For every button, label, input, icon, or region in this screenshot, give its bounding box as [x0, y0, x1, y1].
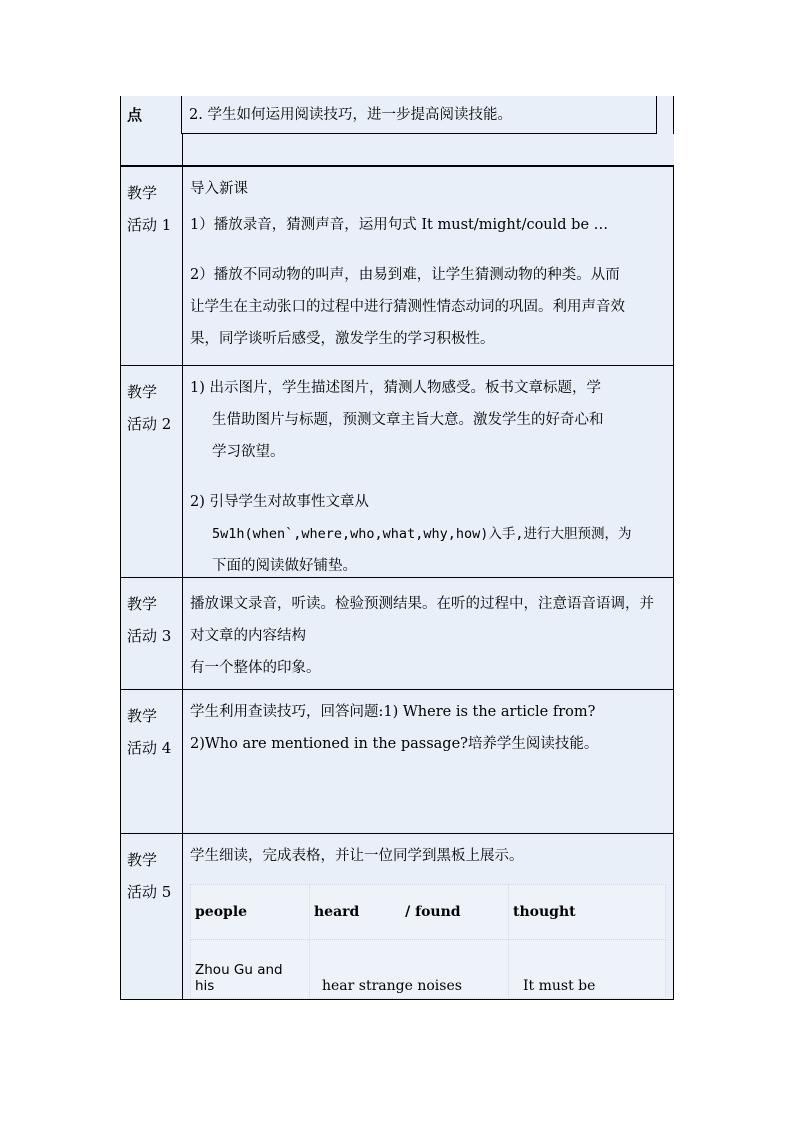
cell-heard: hear strange noises: [310, 940, 509, 999]
activity-line: 播放课文录音，听读。检验预测结果。在听的过程中，注意语音语调，并对文章的内容结构: [190, 596, 654, 644]
row-text: 2. 学生如何运用阅读技巧，进一步提高阅读技能。: [189, 107, 512, 123]
activity-label: [121, 167, 183, 365]
empty-label: [121, 134, 183, 165]
activity-label: [121, 578, 183, 689]
row-content: [182, 96, 657, 134]
activity-label-line2: 活动 2: [127, 415, 172, 433]
row-label-text: 点: [127, 106, 143, 124]
activity-row-4: [120, 690, 674, 834]
activity-content: [183, 690, 673, 833]
header-found: / found: [405, 904, 461, 920]
activity-row-2: [120, 366, 674, 578]
activity-label-line1: 教学: [127, 184, 158, 202]
activity-line: 学生细读，完成表格，并让一位同学到黑板上展示。: [190, 848, 524, 864]
activity-label-line1: 教学: [127, 383, 158, 401]
table-row: [191, 940, 666, 999]
activity-label: [121, 366, 183, 577]
activity-label-line2: 活动 3: [127, 627, 172, 645]
row-label: [120, 96, 182, 134]
activity-line: 导入新课: [190, 181, 248, 197]
activity-label-line2: 活动 4: [127, 739, 172, 757]
activity-line: 2) 引导学生对故事性文章从: [190, 494, 369, 510]
activity-line: 下面的阅读做好铺垫。: [212, 558, 357, 574]
cell-people: Zhou Gu and his: [191, 940, 310, 999]
activity-line: 1）播放录音，猜测声音，运用句式 It must/might/could be …: [190, 217, 609, 233]
activity-row-1: [120, 166, 674, 366]
activity-row-5: [120, 834, 674, 1000]
activity-line: 2）播放不同动物的叫声，由易到难，让学生猜测动物的种类。从而: [190, 267, 620, 283]
activity-label-line1: 教学: [127, 851, 158, 869]
activity-label: [121, 834, 183, 999]
activity-content: [183, 167, 673, 365]
activity-line: 5w1h(when`,where,who,what,why,how)入手,进行大胆预测，为: [212, 526, 632, 542]
activity-line: 生借助图片与标题，预测文章主旨大意。激发学生的好奇心和: [212, 412, 604, 428]
header-heard: heard: [314, 904, 360, 920]
activity-line: 让学生在主动张口的过程中进行猜测性情态动词的巩固。利用声音效: [190, 299, 625, 315]
cell-thought: It must be: [509, 940, 666, 999]
activity-label-line2: 活动 1: [127, 216, 172, 234]
empty-row: [120, 134, 674, 166]
activity-label-line2: 活动 5: [127, 883, 172, 901]
activity-line: 1) 出示图片，学生描述图片，猜测人物感受。板书文章标题，学: [190, 380, 601, 396]
activity-line: 2)Who are mentioned in the passage?培养学生阅读技能。: [190, 736, 599, 752]
activity-row-3: [120, 578, 674, 690]
header-people: people: [191, 885, 310, 940]
people-table: [190, 884, 666, 999]
activity-label-line1: 教学: [127, 595, 158, 613]
activity-line: 学习欲望。: [212, 444, 285, 460]
activity-line: 果，同学谈听后感受，激发学生的学习积极性。: [190, 331, 495, 347]
table-row: [120, 96, 674, 134]
table-header-row: [191, 885, 666, 940]
activity-label-line1: 教学: [127, 707, 158, 725]
header-thought: thought: [509, 885, 666, 940]
activity-content: [183, 366, 673, 577]
activity-content: [183, 578, 673, 689]
activity-line: 有一个整体的印象。: [190, 660, 321, 676]
header-heard-found: [310, 885, 509, 940]
activity-line: 学生利用查读技巧，回答问题:1) Where is the article from?: [190, 704, 596, 720]
activity-label: [121, 690, 183, 833]
